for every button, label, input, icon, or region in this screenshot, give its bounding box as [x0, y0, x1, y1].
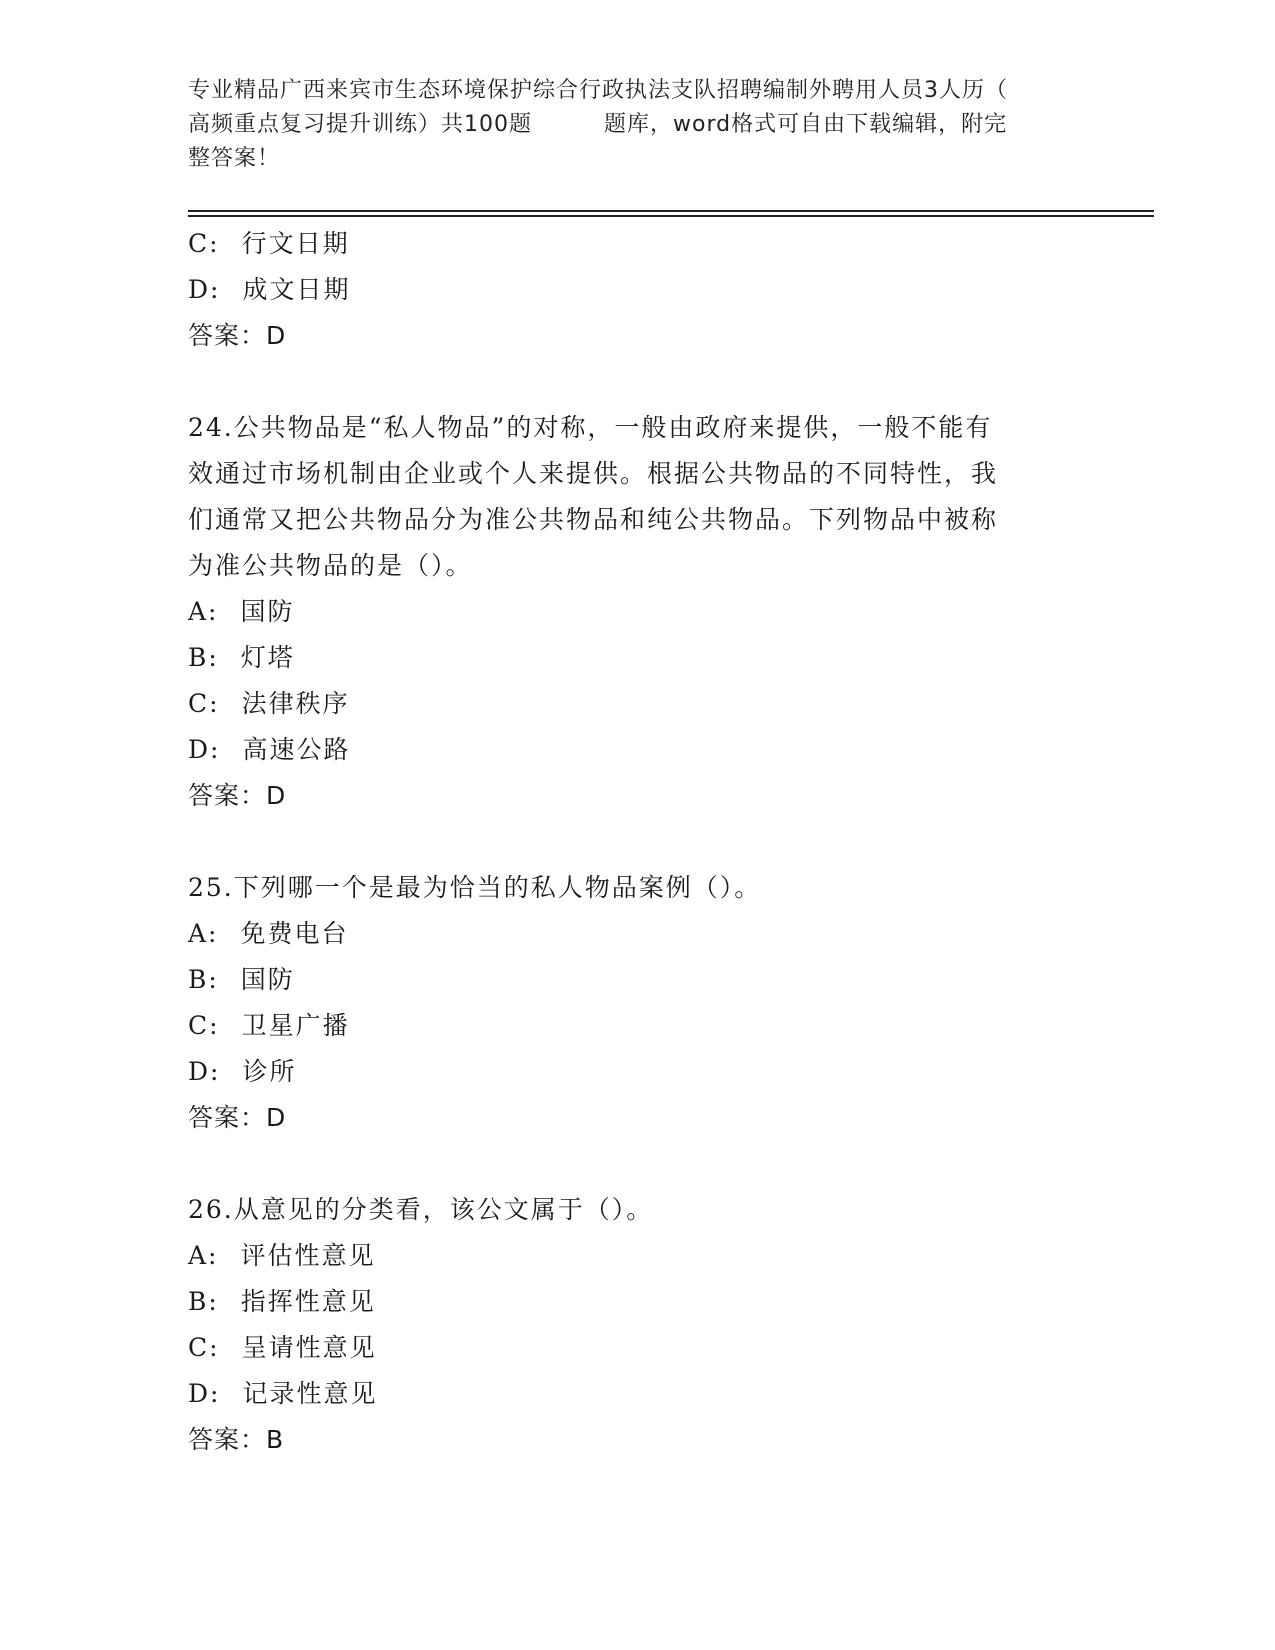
option-c: C: 卫星广播: [188, 1011, 350, 1040]
option-d: D: 高速公路: [188, 735, 351, 764]
header-divider-bottom: [188, 215, 1154, 217]
option-b: B: 指挥性意见: [188, 1287, 376, 1316]
question-stem-line: 24.公共物品是“私人物品”的对称，一般由政府来提供，一般不能有: [188, 413, 993, 442]
option-a: A: 国防: [188, 597, 295, 626]
question-list: [188, 221, 1088, 1463]
option-d: D: 诊所: [188, 1057, 297, 1086]
option-c: C: 法律秩序: [188, 689, 350, 718]
question-25: [188, 865, 1088, 1141]
question-24: [188, 405, 1088, 819]
option-b: B: 国防: [188, 965, 295, 994]
answer-line: 答案：D: [188, 321, 287, 350]
question-26: [188, 1187, 1088, 1463]
header-divider-top: [188, 210, 1154, 212]
document-header: [188, 74, 1088, 176]
question-stem-line: 为准公共物品的是（）。: [188, 551, 473, 580]
answer-line: 答案：D: [188, 1103, 287, 1132]
option-d: D: 成文日期: [188, 275, 351, 304]
header-line-3: 整答案！: [188, 146, 281, 171]
question-23-tail: [188, 221, 1088, 359]
question-stem-line: 25.下列哪一个是最为恰当的私人物品案例（）。: [188, 873, 762, 902]
question-stem-line: 们通常又把公共物品分为准公共物品和纯公共物品。下列物品中被称: [188, 505, 999, 534]
option-b: B: 灯塔: [188, 643, 295, 672]
header-line-2-part-a: 高频重点复习提升训练）共100题: [188, 112, 532, 137]
header-line-2-part-b: 题库，word格式可自由下载编辑，附完: [604, 112, 1008, 137]
answer-line: 答案：D: [188, 781, 287, 810]
header-line-1: 专业精品广西来宾市生态环境保护综合行政执法支队招聘编制外聘用人员3人历（: [188, 78, 1008, 103]
option-a: A: 免费电台: [188, 919, 349, 948]
answer-line: 答案：B: [188, 1425, 285, 1454]
header-line-2: [188, 108, 1088, 142]
option-c: C: 行文日期: [188, 229, 350, 258]
option-c: C: 呈请性意见: [188, 1333, 377, 1362]
question-stem-line: 效通过市场机制由企业或个人来提供。根据公共物品的不同特性，我: [188, 459, 999, 488]
option-a: A: 评估性意见: [188, 1241, 376, 1270]
option-d: D: 记录性意见: [188, 1379, 378, 1408]
question-stem-line: 26.从意见的分类看，该公文属于（）。: [188, 1195, 654, 1224]
